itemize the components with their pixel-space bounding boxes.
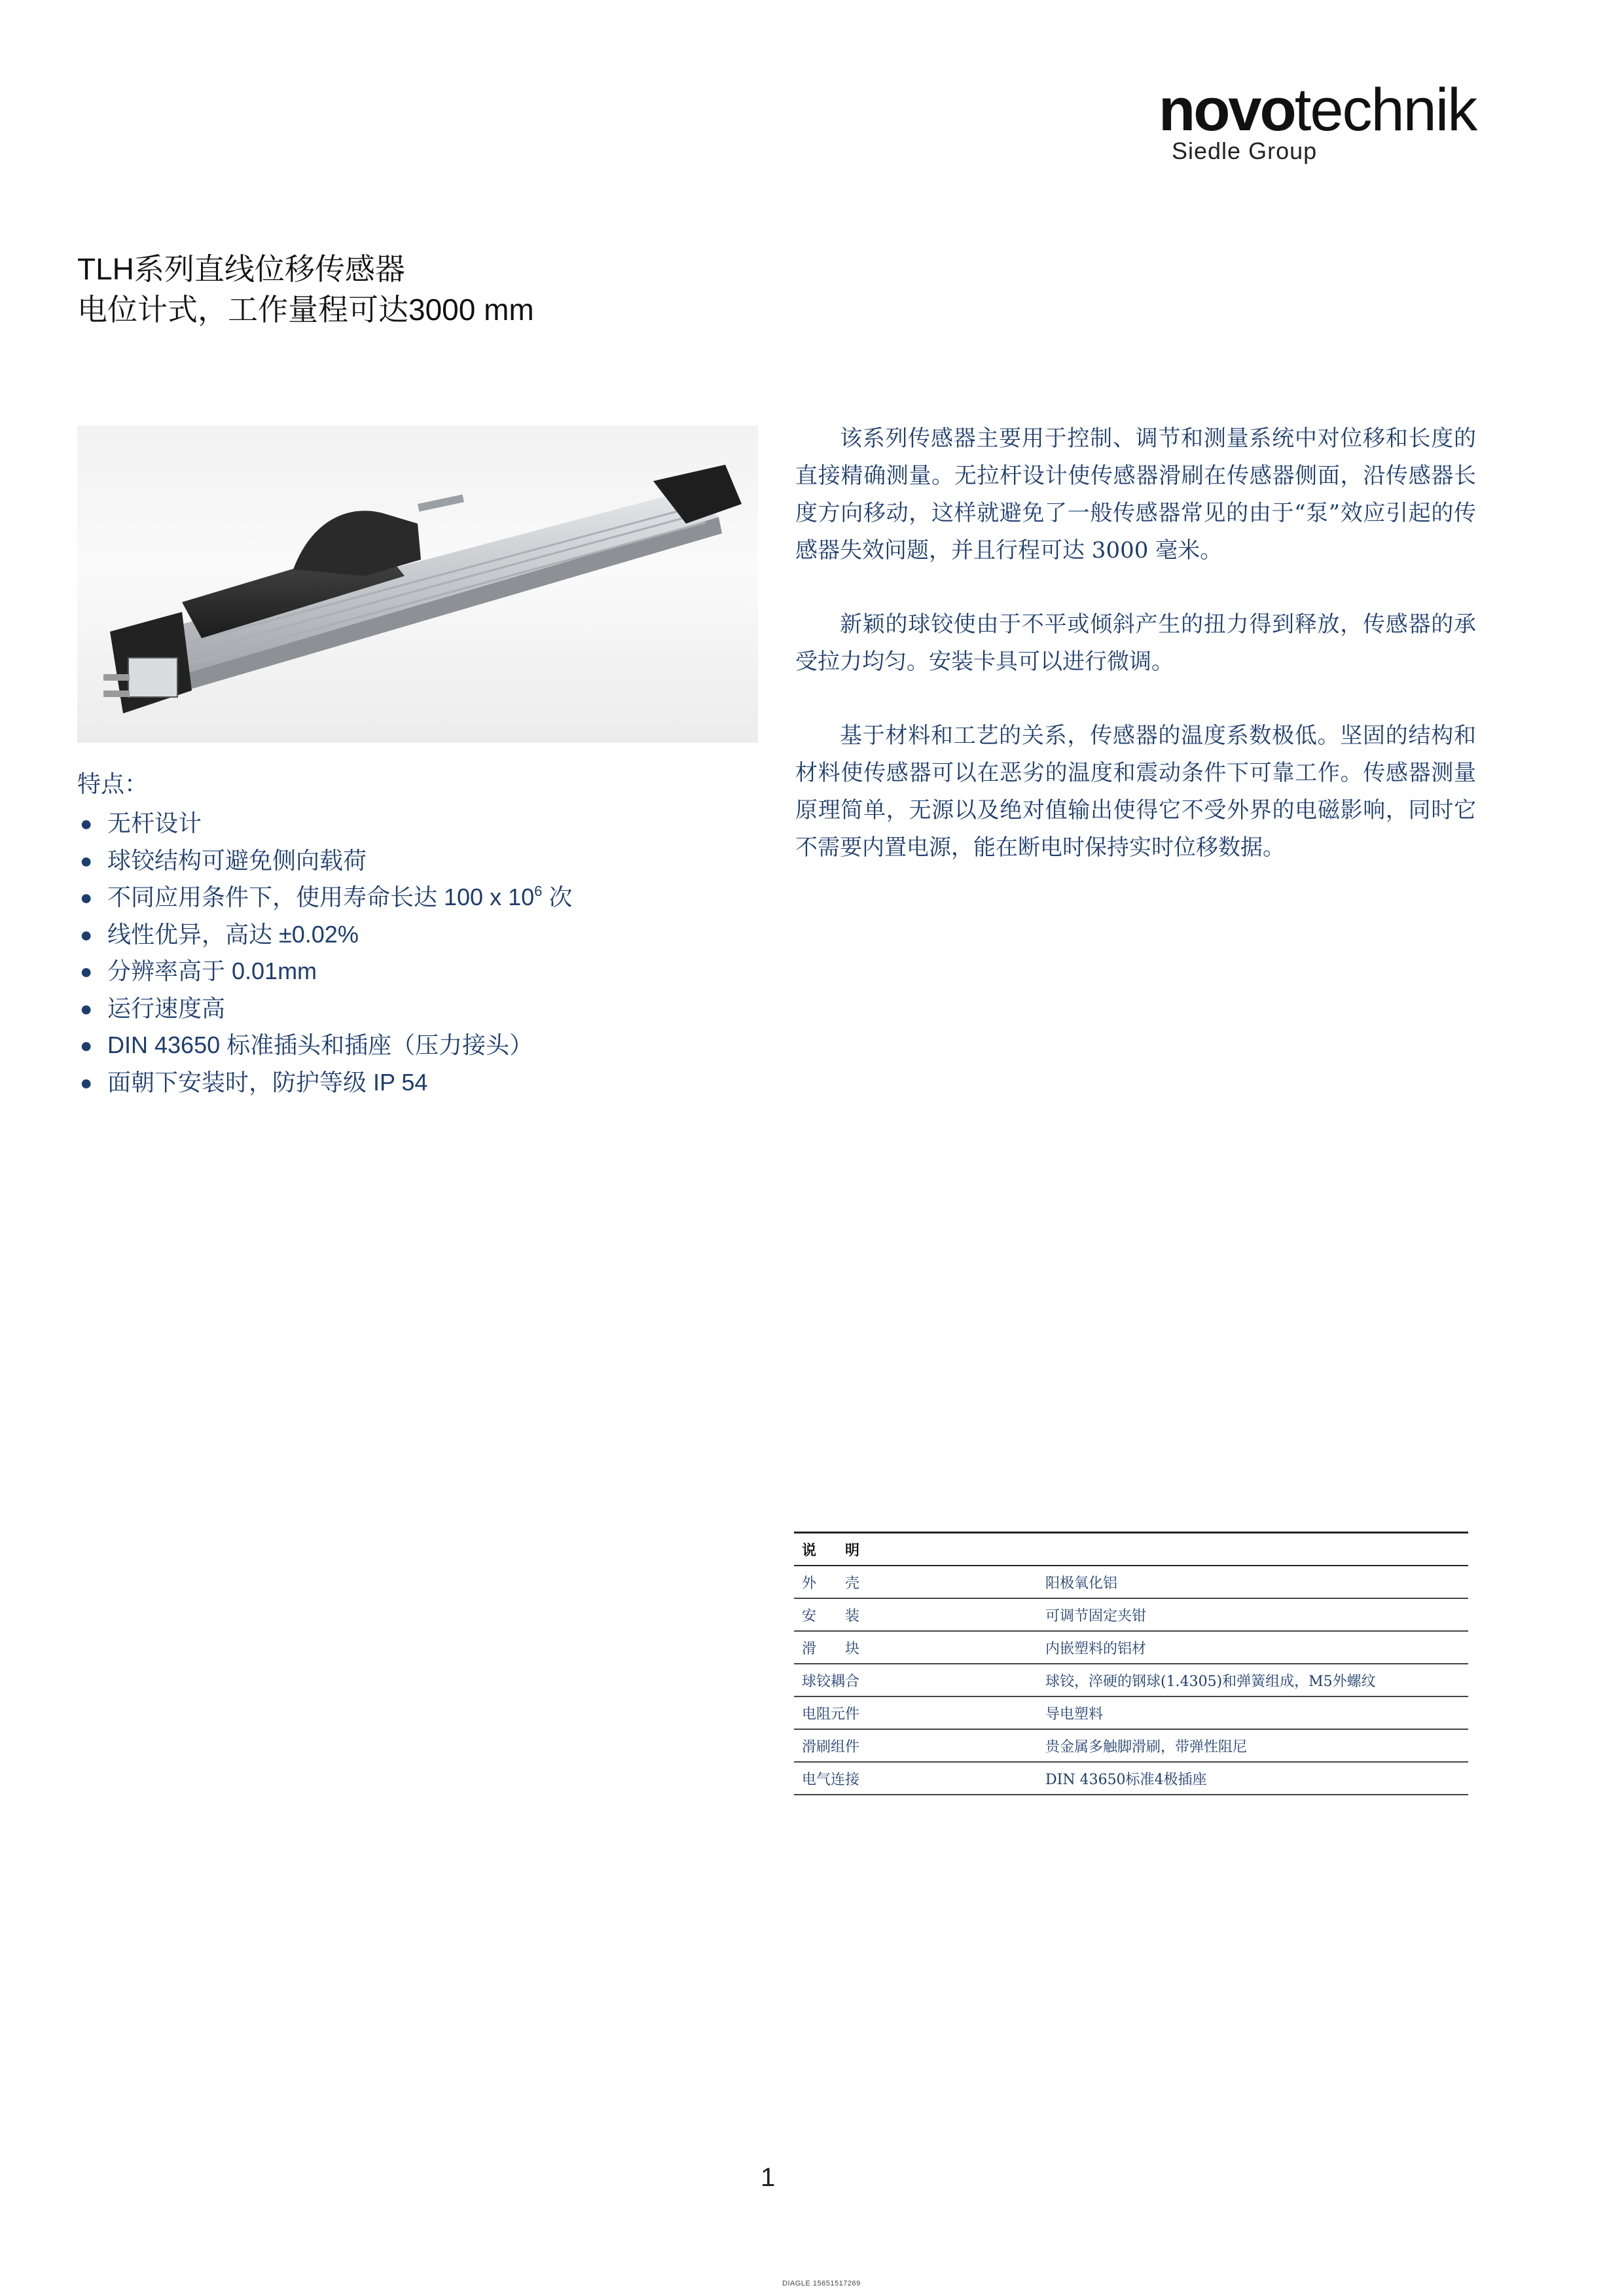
row-value: 贵金属多触脚滑刷，带弹性阻尼: [1038, 1729, 1468, 1762]
table-header: 说 明: [794, 1533, 1468, 1566]
row-value: 可调节固定夹钳: [1038, 1598, 1468, 1631]
row-label: 电气连接: [794, 1762, 1038, 1795]
row-value: 球铰，淬硬的钢球(1.4305)和弹簧组成，M5外螺纹: [1038, 1664, 1468, 1696]
connector-block: [128, 658, 177, 697]
description-section: [795, 420, 1476, 903]
logo-wordmark: [1159, 77, 1499, 143]
feature-item: ● 面朝下安装时，防护等级 IP 54: [77, 1064, 758, 1102]
table-row: [794, 1762, 1468, 1795]
title-line-2: 电位计式，工作量程可达3000 mm: [77, 293, 534, 327]
description-paragraph-1: 该系列传感器主要用于控制、调节和测量系统中对位移和长度的直接精确测量。无拉杆设计使传感器滑刷在传感器侧面，沿传感器长度方向移动，这样就避免了一般传感器常见的由于“泵”效应引起的传感器失效问题，并且行程可达 3000 毫米。: [795, 425, 1476, 564]
feature-item: ● 分辨率高于 0.01mm: [77, 953, 758, 990]
description-paragraph-3: 基于材料和工艺的关系，传感器的温度系数极低。坚固的结构和材料使传感器可以在恶劣的温度和震动条件下可靠工作。传感器测量原理简单，无源以及绝对值输出使得它不受外界的电磁影响，同时它不需要内置电源，能在断电时保持实时位移数据。: [795, 723, 1476, 861]
title-line-1: TLH系列直线位移传感器: [77, 252, 405, 286]
feature-item: ● 不同应用条件下，使用寿命长达 100 x $10^6$ 次: [77, 879, 758, 916]
row-value: DIN 43650标准4极插座: [1038, 1762, 1468, 1795]
bullet-icon: ●: [80, 1070, 93, 1094]
table-row: [794, 1664, 1468, 1696]
table-row: [794, 1566, 1468, 1598]
bullet-icon: ●: [80, 812, 93, 835]
ball-joint-rod: [418, 494, 464, 511]
row-label: 滑刷组件: [794, 1729, 1038, 1762]
sensor-body: [117, 491, 719, 684]
row-value: 导电塑料: [1038, 1696, 1468, 1729]
page-title: [77, 249, 534, 330]
spec-table: [794, 1532, 1468, 1795]
row-label: 滑 块: [794, 1631, 1038, 1664]
table-row: [794, 1631, 1468, 1664]
bullet-icon: ●: [80, 996, 93, 1020]
features-list: [77, 805, 758, 1101]
feature-item: ● 运行速度高: [77, 990, 758, 1028]
row-value: 阳极氧化铝: [1038, 1566, 1468, 1598]
bullet-icon: ●: [80, 960, 93, 983]
bullet-icon: ●: [80, 848, 93, 872]
row-label: 外 壳: [794, 1566, 1038, 1598]
bullet-icon: ●: [80, 886, 93, 909]
company-logo: [1159, 77, 1499, 169]
row-label: 球铰耦合: [794, 1664, 1038, 1696]
table-row: [794, 1729, 1468, 1762]
bullet-icon: ●: [80, 922, 93, 946]
page-number: 1: [761, 2163, 776, 2192]
feature-item: ● 无杆设计: [77, 805, 758, 842]
row-value: 内嵌塑料的铝材: [1038, 1631, 1468, 1664]
feature-item: ● 球铰结构可避免侧向载荷: [77, 842, 758, 880]
table-row: [794, 1598, 1468, 1631]
feature-item: ● DIN 43650 标准插头和插座（压力接头）: [77, 1027, 758, 1064]
logo-bold-text: novo: [1159, 77, 1295, 143]
linear-sensor-illustration: [77, 425, 758, 743]
table-header-row: [794, 1533, 1468, 1566]
row-label: 安 装: [794, 1598, 1038, 1631]
description-paragraph-2: 新颖的球铰使由于不平或倾斜产生的扭力得到释放，传感器的承受拉力均匀。安装卡具可以进行微调。: [795, 611, 1476, 675]
features-heading: 特点：: [77, 770, 149, 797]
features-section: [77, 766, 758, 1101]
logo-light-text: technik: [1294, 77, 1477, 143]
logo-subtitle: Siedle Group: [1172, 137, 1318, 164]
feature-item: ● 线性优异，高达 ±0.02%: [77, 916, 758, 954]
product-image: [77, 425, 758, 743]
table-row: [794, 1696, 1468, 1729]
row-label: 电阻元件: [794, 1696, 1038, 1729]
footer-code: DIAGLE 15651517269: [782, 2280, 861, 2287]
superscript: 6: [534, 883, 543, 899]
bullet-icon: ●: [80, 1033, 93, 1057]
